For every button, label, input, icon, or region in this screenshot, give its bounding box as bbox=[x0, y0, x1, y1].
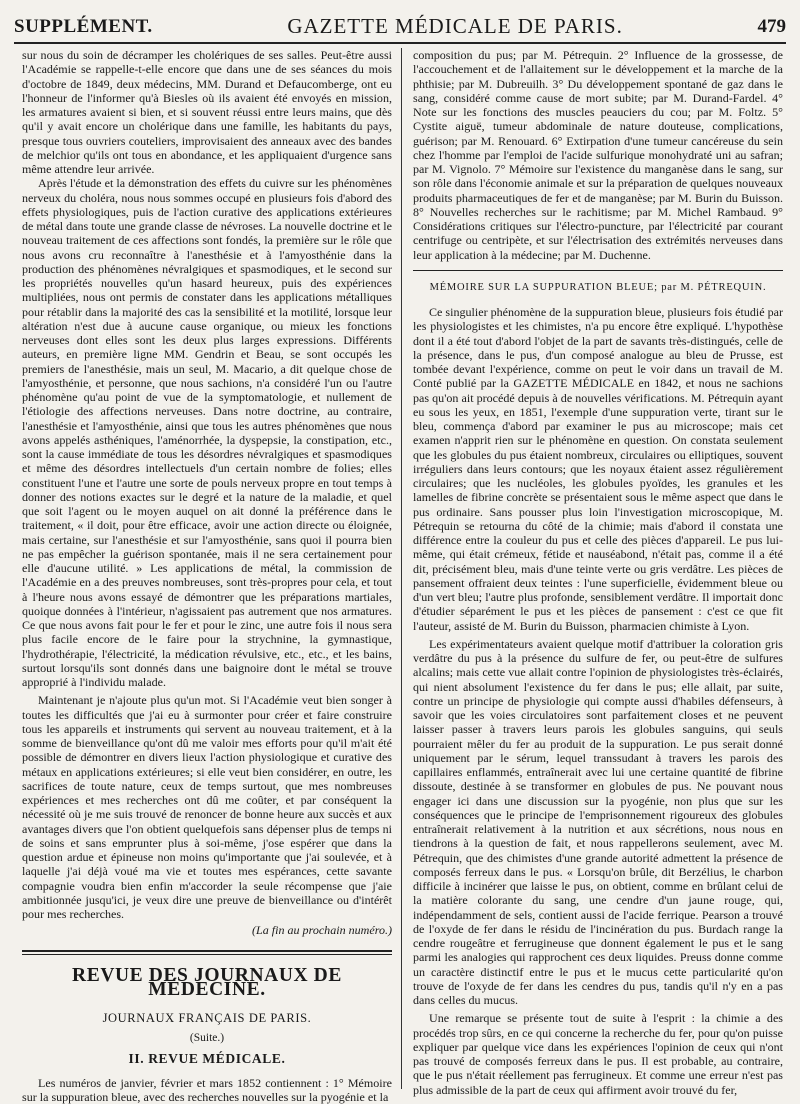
paragraph: Les expérimentateurs avaient quelque motif d'attribuer la coloration gris verdâtre du pus à la présence du sulfure de fer, ou peut-être de sulfures alcalins; mais cette vue allait contre l'opinion de physiologistes très-éclairés, qui nient absolument l'existence du fer dans le pus; elle allait, par suite, contre un principe de physiologie qui compte aussi d'habiles défenseurs, à savoir que les voies circulatoires sont parfaitement closes et ne peuvent laisser passer à travers leurs parois les globules sanguins, qui seuls pourraient mêler du fer au produit de la suppuration. Le pus serait donné uniquement par le sérum, lequel transsudant à travers les parois des capillaires enflammés, entraînerait avec lui une certaine quantité de fibrine dissoute, destinée à se transformer en globules de pus. Ne pouvant nous engager ici dans une discussion sur la pyogénie, non plus que sur les conséquences que le principe de l'emprisonnement rigoureux des globules entraînerait relativement à la nutrition et aux sécrétions, nous nous en tiendrons à la question de fait, et nous rappellerons seulement, avec M. Pétrequin, que des chimistes d'une grande autorité admettent la présence de composés ferreux dans le pus. « Lorsqu'on brûle, dit Berzélius, le charbon difficile à incinérer que laisse le pus, on obtient, comme en brûlant celui de la matière colorante du sang, une cendre d'un jaune rouge, qui, indépendamment de sels, contient aussi de l'acide ferrique. Pearson a trouvé de l'oxyde de fer dans le résidu de l'incinération du pus. Burdach range la cendre rougeâtre et ferrugineuse que donnent également le pus et le sang parmi les analogies qui rapprochent ces deux liquides. Preuss donne comme un caractère distinctif entre le pus et le mucus cette particularité qu'on trouve de l'oxyde de fer dans les cendres du pus, tandis qu'il n'y en a pas dans celles du mucus. bbox=[413, 636, 783, 1007]
review-title: REVUE DES JOURNAUX DE MÉDECINE. bbox=[72, 964, 342, 1000]
article-divider bbox=[413, 270, 783, 271]
review-subtitle: JOURNAUX FRANÇAIS DE PARIS. bbox=[102, 1011, 312, 1025]
page-number: 479 bbox=[757, 16, 786, 37]
review-section-heading: II. REVUE MÉDICALE. bbox=[128, 1050, 286, 1066]
paragraph: Ce singulier phénomène de la suppuration bleue, plusieurs fois étudié par les physiologistes et les chimistes, n'a pu encore être expliqué. L'hypothèse dont il a été tout d'abord l'objet de la part de savants très-distingués, celle de la présence, dans le pus, d'un composé analogue au bleu de Prusse, est tombée devant l'expérience, comme on peut le voir dans un travail de M. Conté publié par la GAZETTE MÉDICALE en 1842, et nous ne sachions pas qu'on ait procédé depuis à de nouvelles vérifications. M. Pétrequin ayant eu sous les yeux, en 1851, l'exemple d'une suppuration verte, tirant sur le bleu, commença d'abord par examiner le pus au microscope; mais cet examen n'apprit rien sur le phénomène en question. On constata seulement que les globules du pus étaient nombreux, circulaires ou elliptiques, souvent irréguliers dans leurs contours; que les noyaux étaient assez régulièrement circulaires; que les nucléoles, les globules pyoïdes, les granules et les lamelles de fibrine concrète se présentaient sous le même aspect que dans le pus ordinaire. Sans pousser plus loin l'investigation microscopique, M. Pétrequin se retourna du côté de la chimie; mais d'abord il constata une différence entre la couleur du pus et celle des pièces d'appareil. Le pus lui-même, qui était crémeux, fétide et nauséabond, n'était pas, comme il a été dit, précisément bleu, mais d'une teinte verte ou gris verdâtre. Les pièces de pansement offraient deux teintes : l'une superficielle, évidemment bleue ou d'un vert bleu; l'autre plus profonde, sensiblement verdâtre. Il importait donc d'étudier séparément le pus et les pièces de pansement : c'est ce que fit l'auteur, assisté de M. Burin du Buisson, pharmacien chimiste à Lyon. bbox=[413, 305, 783, 633]
section-divider bbox=[22, 950, 392, 955]
page-header bbox=[14, 6, 786, 44]
contents-list: composition du pus; par M. Pétrequin. 2° Influence de la grossesse, de l'accouchement et de l'allaitement sur le développement et la marche de la phthisie; par M. Dubreuilh. 3° Du développement spontané de gaz dans le sang, considéré comme cause de mort subite; par M. Durand-Fardel. 4° Note sur les fonctions des muscles peauciers du cou; par M. Foltz. 5° Cystite aiguë, tumeur abdominale de nature douteuse, complications, guérison; par M. Renouard. 6° Extirpation d'une tumeur cancéreuse du sein chez l'homme par l'emploi de l'acide sulfurique monohydraté uni au safran; par M. Vignolo. 7° Mémoire sur l'existence du manganèse dans le sang, sur son rôle dans l'économie animale et sur la préparation de quelques nouveaux produits pharmaceutiques de fer et de manganèse; par M. Burin du Buisson. 8° Nouvelles recherches sur le rachitisme; par M. Michel Rambaud. 9° Considérations critiques sur l'électro-puncture, par l'électricité par courant centrifuge ou centripète, et sur l'électrisation des extrémités nerveuses dans leur application à la médecine; par M. Duchenne. bbox=[413, 48, 783, 262]
article-title: MÉMOIRE SUR LA SUPPURATION BLEUE; par M. PÉTREQUIN. bbox=[429, 281, 767, 293]
paragraph: Une remarque se présente tout de suite à l'esprit : la chimie a des procédés trop sûrs, en ce qui concerne la recherche du fer, pour qu'on puisse expliquer par quelque vice dans les expériences l'opinion de ceux qui n'ont pas trouvé de composés ferreux dans le pus. Il est probable, au contraire, que le pus n'était réellement pas ferrugineux. Et comme une erreur n'est pas plus admissible de la part de ceux qui affirment avoir trouvé du fer, bbox=[413, 1011, 783, 1097]
paragraph: Après l'étude et la démonstration des effets du cuivre sur les phénomènes nerveux du choléra, nous nous sommes occupé en plusieurs fois d'abord des effets physiologiques, puis de l'action curative des applications extérieures de métal dans toute une grande classe de névroses. La nouvelle doctrine et le nouveau traitement de ces affections sont fondés, la première sur le rôle que nous avons cru reconnaître à l'anesthésie et à l'amyosthénie dans la production des phénomènes névralgiques et spasmodiques, et le second sur les propriétés nouvelles qu'un hasard heureux, puis des expériences multipliées, nous ont permis de constater dans les applications métalliques pour rétablir dans la majorité des cas la sensibilité et la motilité, lorsque leur altération n'est due à aucune cause organique, ou mieux les fonctions nerveuses dont elles sont les deux plus larges expressions. Différents auteurs, en première ligne MM. Gendrin et Beau, se sont occupés les premiers de l'anesthésie, mais un seul, M. Macario, a dit quelque chose de l'amyosthénie, et personne, que nous sachions, n'a considéré l'un ou l'autre phénomène qu'au point de vue de la symptomatologie, et nullement de l'étiologie des affections nerveuses. Dans notre doctrine, au contraire, l'anesthésie et l'amyosthénie, ainsi que tous les autres phénomènes que nous avons appelés asthéniques, l'aménorrhée, la dyspepsie, la constipation, etc., sont la cause immédiate de tous les désordres névralgiques et spasmodiques et même des désordres intellectuels d'un certain nombre de folies; elles constituent l'une et l'autre une sorte de pouls nerveux propre en tout temps à donner des notions exactes sur le degré et la nature de la maladie, et quel que soit l'agent ou le moyen auquel on ait donné la préférence dans le traitement, « il doit, pour être efficace, avoir une action directe ou éloignée, mais certaine, sur l'anesthésie et sur l'amyosthénie, sans quoi il pourra bien ne pas empêcher la guérison spontanée, mais il ne sera certainement pour elle d'aucune utilité. » Les applications de métal, la commission de l'Académie en a des preuves nombreuses, sont très-propres pour cela, et tout à l'heure nous avons essayé de démontrer que les préparations martiales, quoique données à l'intérieur, n'agissaient pas autrement que nos armatures. Ce que nous avons fait pour le fer et pour le zinc, une autre fois il nous sera plus facile encore de le faire pour la strychnine, la gymnastique, l'hydrothérapie, l'électricité, la médication révulsive, etc., etc., et les bains, surtout lorsqu'ils sont donnés dans une baignoire dont le métal se trouve approprié à l'individu malade. bbox=[22, 176, 392, 689]
paragraph: Maintenant je n'ajoute plus qu'un mot. Si l'Académie veut bien songer à toutes les difficultés que j'ai eu à surmonter pour créer et faire construire tous les appareils et instruments qui servent au nouveau traitement, et à la somme de bienveillance qu'ont dû me valoir mes efforts pour qu'il m'ait été possible de démontrer en divers lieux l'action physiologique et curative des métaux en applications extérieures; si elle veut bien considérer, en outre, les sacrifices de toute nature, ceux de temps surtout, que mes nombreuses expériences et mes recherches ont dû me coûter, et par conséquent la nécessité où je me suis trouvé de renoncer de bonne heure aux succès et aux avantages divers que l'on obtient quelquefois sans dépenser plus de temps ni de soins et sans emprunter plus à soi-même, j'ose espérer que dans la question ardue et épineuse non moins qu'importante que j'ai soulevée, et à laquelle j'ai déjà voué ma vie et toutes mes espérances, cette savante compagnie voudra bien enfin m'accorder la seule récompense que j'aie ambitionnée jusqu'ici, je veux dire une preuve de bienveillance ou d'intérêt pour mes recherches. bbox=[22, 693, 392, 921]
column-divider bbox=[401, 48, 402, 1089]
left-column bbox=[22, 48, 392, 1104]
supplement-label: SUPPLÉMENT. bbox=[14, 16, 153, 37]
to-be-continued-note: (La fin au prochain numéro.) bbox=[252, 923, 392, 938]
review-suite-label: (Suite.) bbox=[189, 1032, 225, 1045]
journal-title: GAZETTE MÉDICALE DE PARIS. bbox=[287, 14, 623, 38]
paragraph: sur nous du soin de décramper les cholériques de ses salles. Peut-être aussi l'Académie se rappelle-t-elle encore que dans une de ses séances du mois d'octobre de 1849, deux médecins, MM. Durand et Defaucomberge, ont eu l'honneur de l'informer qu'à Biesles où ils avaient été envoyés en mission, les armatures avaient si bien, et si souvent réussi entre leurs mains, que dès qu'il y avait encore un cholérique dans une famille, les habitants du pays, presque tous ouvriers couteliers, improvisaient des anneaux avec des bandes de melchior qu'ils ont tous en abondance, et les appliquaient d'urgence sans même attendre leur arrivée. bbox=[22, 48, 392, 176]
right-column bbox=[413, 48, 783, 1097]
review-intro: Les numéros de janvier, février et mars 1852 contiennent : 1° Mémoire sur la suppuration bleue, avec des recherches nouvelles sur la pyogénie et la bbox=[22, 1075, 392, 1104]
